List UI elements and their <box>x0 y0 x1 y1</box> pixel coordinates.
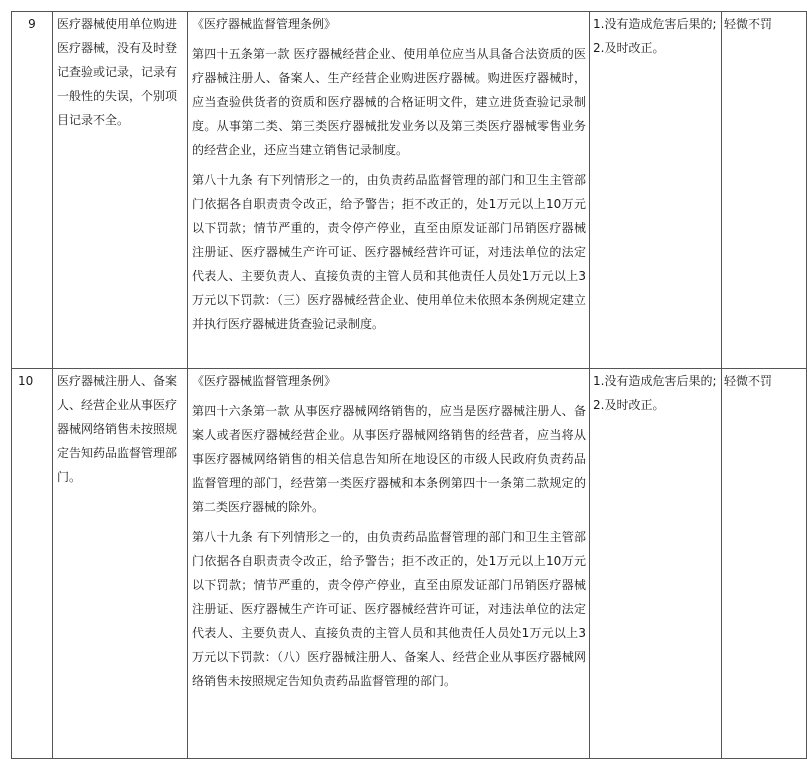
condition-item: 1.没有造成危害后果的; <box>593 374 717 388</box>
illegal-act-cell: 医疗器械注册人、备案人、经营企业从事医疗器械网络销售未按照规定告知药品监督管理部门。 <box>53 369 188 759</box>
basis-source: 《医疗器械监督管理条例》 <box>192 17 337 31</box>
conditions-cell <box>590 12 722 369</box>
row-number: 10 <box>12 369 53 759</box>
penalty-cell: 轻微不罚 <box>722 369 807 759</box>
basis-source: 《医疗器械监督管理条例》 <box>192 374 337 388</box>
penalty-table <box>11 11 807 759</box>
basis-paragraph: 第四十五条第一款 医疗器械经营企业、使用单位应当从具备合法资质的医疗器械注册人、备案人、生产经营企业购进医疗器械。购进医疗器械时，应当查验供货者的资质和医疗器械的合格证明文件，建立进货查验记录制度。从事第二类、第三类医疗器械批发业务以及第三类医疗器械零售业务的经营企业，还应当建立销售记录制度。 <box>192 47 586 157</box>
illegal-act-cell: 医疗器械使用单位购进医疗器械，没有及时登记查验或记录，记录有一般性的失误，个别项目记录不全。 <box>53 12 188 369</box>
condition-item: 2.及时改正。 <box>593 41 665 55</box>
row-number: 9 <box>12 12 53 369</box>
basis-paragraph: 第八十九条 有下列情形之一的，由负责药品监督管理的部门和卫生主管部门依据各自职责责令改正，给予警告；拒不改正的，处1万元以上10万元以下罚款；情节严重的，责令停产停业，直至由原发证部门吊销医疗器械注册证、医疗器械生产许可证、医疗器械经营许可证，对违法单位的法定代表人、主要负责人、直接负责的主管人员和其他责任人员处1万元以上3万元以下罚款：（八）医疗器械注册人、备案人、经营企业从事医疗器械网络销售未按照规定告知负责药品监督管理的部门。 <box>192 530 586 688</box>
basis-paragraph: 第四十六条第一款 从事医疗器械网络销售的，应当是医疗器械注册人、备案人或者医疗器械经营企业。从事医疗器械网络销售的经营者，应当将从事医疗器械网络销售的相关信息告知所在地设区的市级人民政府负责药品监督管理的部门，经营第一类医疗器械和本条例第四十一条第二款规定的第二类医疗器械的除外。 <box>192 404 586 514</box>
condition-item: 1.没有造成危害后果的; <box>593 17 717 31</box>
penalty-cell: 轻微不罚 <box>722 12 807 369</box>
conditions-cell <box>590 369 722 759</box>
legal-basis-cell <box>188 12 590 369</box>
legal-basis-cell <box>188 369 590 759</box>
condition-item: 2.及时改正。 <box>593 398 665 412</box>
basis-paragraph: 第八十九条 有下列情形之一的，由负责药品监督管理的部门和卫生主管部门依据各自职责责令改正，给予警告；拒不改正的，处1万元以上10万元以下罚款；情节严重的，责令停产停业，直至由原发证部门吊销医疗器械注册证、医疗器械生产许可证、医疗器械经营许可证，对违法单位的法定代表人、主要负责人、直接负责的主管人员和其他责任人员处1万元以上3万元以下罚款：（三）医疗器械经营企业、使用单位未依照本条例规定建立并执行医疗器械进货查验记录制度。 <box>192 173 586 331</box>
table-row <box>12 12 807 369</box>
table-row <box>12 369 807 759</box>
